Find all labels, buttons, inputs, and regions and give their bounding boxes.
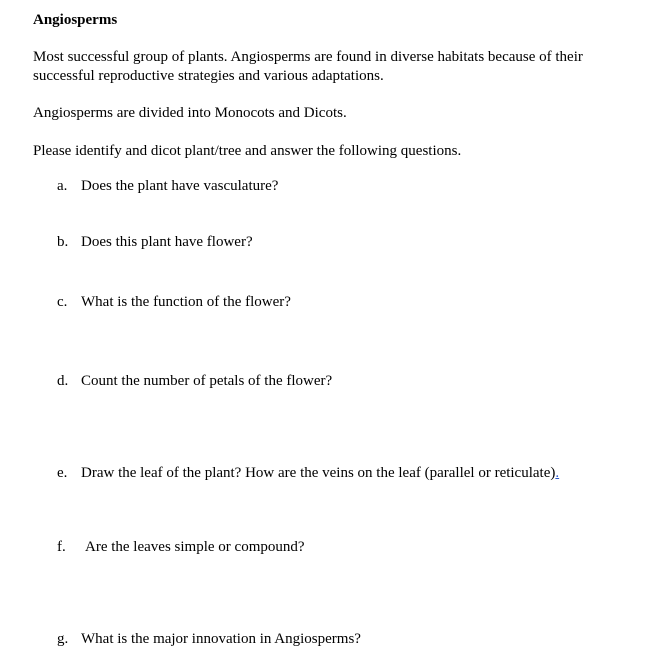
question-e bbox=[57, 465, 559, 482]
question-marker: b. bbox=[57, 234, 69, 250]
question-b bbox=[57, 234, 253, 251]
instruction-paragraph: Please identify and dicot plant/tree and answer the following questions. bbox=[33, 143, 462, 159]
document-title: Angiosperms bbox=[33, 12, 118, 28]
question-text: Count the number of petals of the flower? bbox=[81, 373, 333, 389]
question-marker: g. bbox=[57, 631, 69, 647]
question-marker: f. bbox=[57, 539, 66, 555]
question-text: Does this plant have flower? bbox=[81, 234, 253, 250]
classification-paragraph: Angiosperms are divided into Monocots and Dicots. bbox=[33, 105, 347, 121]
question-marker: a. bbox=[57, 178, 68, 194]
question-marker: d. bbox=[57, 373, 69, 389]
question-c bbox=[57, 294, 291, 311]
question-d bbox=[57, 373, 332, 390]
question-text: Does the plant have vasculature? bbox=[81, 178, 279, 194]
question-g bbox=[57, 631, 361, 648]
question-text: Are the leaves simple or compound? bbox=[85, 539, 305, 555]
question-text: What is the function of the flower? bbox=[81, 294, 291, 310]
question-f bbox=[57, 539, 305, 556]
question-marker: e. bbox=[57, 465, 68, 481]
question-text: Draw the leaf of the plant? How are the veins on the leaf (parallel or reticulate) bbox=[81, 465, 556, 481]
question-a bbox=[57, 178, 278, 195]
question-marker: c. bbox=[57, 294, 68, 310]
intro-paragraph: Most successful group of plants. Angiosperms are found in diverse habitats because of their successful reproductive strategies and various adaptations. bbox=[33, 49, 583, 84]
spellcheck-mark: . bbox=[555, 465, 560, 481]
question-text: What is the major innovation in Angiosperms? bbox=[81, 631, 361, 647]
